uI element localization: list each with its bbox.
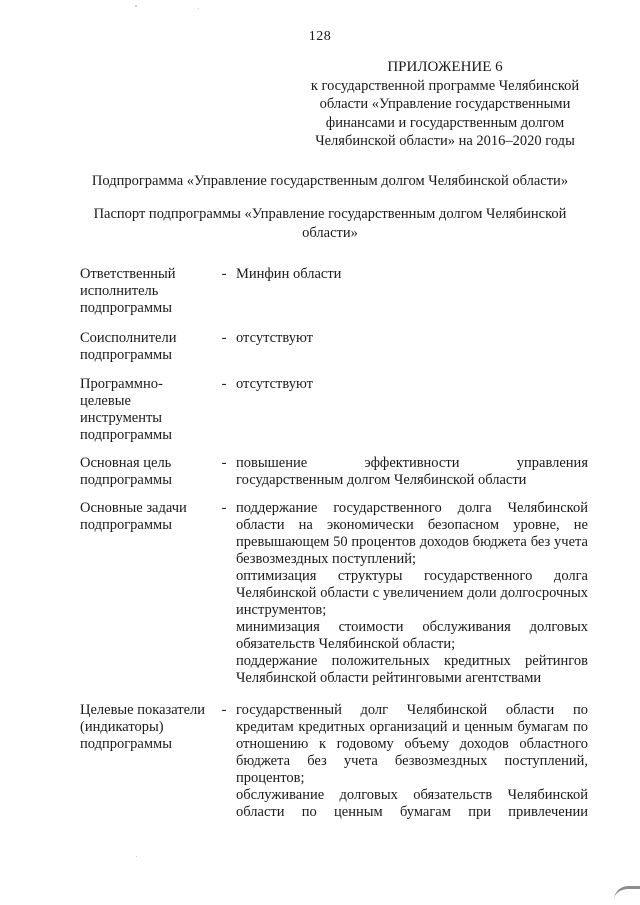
row-paragraph: отсутствуют	[236, 376, 313, 392]
appendix-title: ПРИЛОЖЕНИЕ 6	[387, 59, 503, 75]
subprogram-title: Подпрограмма «Управление государственным долгом Челябинской области»	[91, 173, 569, 189]
row-label: Программно-целевые инструменты подпрограммы	[80, 376, 172, 443]
scan-speck	[198, 8, 199, 9]
page-number: 128	[308, 29, 332, 44]
scan-edge-artifact	[614, 886, 640, 905]
row-paragraph: повышение эффективности управления государственным долгом Челябинской области	[236, 455, 588, 488]
row-dash: -	[221, 376, 227, 392]
row-value	[236, 266, 588, 283]
row-dash: -	[221, 330, 227, 346]
row-paragraph: поддержание государственного долга Челябинской области на экономически безопасном уровне, не превышающем 50 процентов доходов бюджета без учета безвозмездных поступлений;	[236, 500, 588, 567]
row-dash: -	[221, 702, 227, 718]
row-label: Ответственный исполнитель подпрограммы	[80, 266, 176, 316]
row-label: Основная цель подпрограммы	[80, 455, 172, 488]
appendix-line: области «Управление государственными	[319, 96, 571, 112]
row-value	[236, 376, 588, 393]
appendix-line: к государственной программе Челябинской	[310, 77, 580, 94]
row-paragraph: отсутствуют	[236, 330, 313, 346]
appendix-header	[300, 58, 590, 151]
row-dash: -	[221, 266, 227, 282]
row-value	[236, 455, 588, 489]
row-paragraph: минимизация стоимости обслуживания долговых обязательств Челябинской области;	[236, 619, 588, 652]
row-dash: -	[221, 455, 227, 471]
passport-title: Паспорт подпрограммы «Управление государственным долгом Челябинской области»	[93, 206, 567, 241]
row-paragraph: поддержание положительных кредитных рейтингов Челябинской области рейтинговыми агентствами	[236, 653, 588, 686]
row-paragraph: оптимизация структуры государственного долга Челябинской области с увеличением доли долгосрочных инструментов;	[236, 568, 588, 618]
row-paragraph: обслуживание долговых обязательств Челябинской области по ценным бумагам при привлечении	[236, 787, 588, 820]
row-label: Соисполнители подпрограммы	[80, 330, 177, 363]
row-value	[236, 702, 588, 821]
row-value	[236, 330, 588, 347]
row-label: Целевые показатели (индикаторы) подпрограммы	[80, 702, 206, 752]
row-dash: -	[221, 500, 227, 516]
row-label: Основные задачи подпрограммы	[80, 500, 187, 533]
row-paragraph: Минфин области	[236, 266, 342, 282]
scan-speck	[135, 5, 137, 7]
scan-speck	[136, 856, 137, 857]
appendix-line: финансами и государственным долгом	[325, 114, 565, 131]
row-paragraph: государственный долг Челябинской области по кредитам кредитных организаций и ценным бумагам по отношению к годовому объему доходов областного бюджета без учета безвозмездных поступлений, процентов;	[236, 702, 588, 786]
appendix-line: Челябинской области» на 2016–2020 годы	[315, 133, 575, 149]
row-value	[236, 500, 588, 687]
